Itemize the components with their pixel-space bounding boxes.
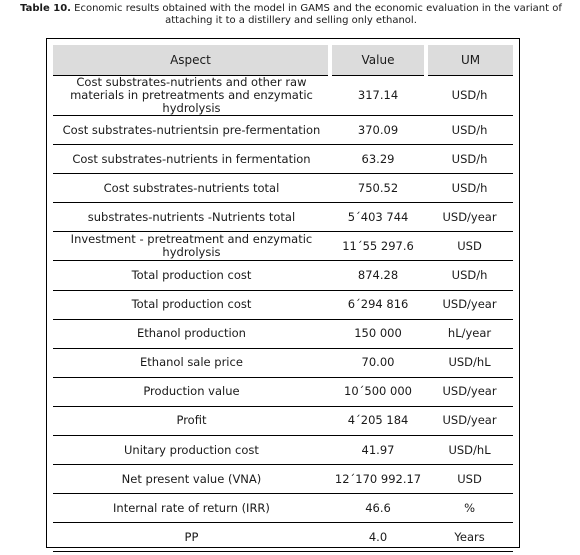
cell-um: USD/h xyxy=(426,76,513,116)
table-body xyxy=(53,76,513,552)
cell-aspect: Cost substrates-nutrients total xyxy=(53,174,330,203)
cell-um: USD/year xyxy=(426,377,513,406)
table-row xyxy=(53,465,513,494)
cell-um: % xyxy=(426,494,513,523)
cell-aspect: Ethanol production xyxy=(53,319,330,348)
cell-value: 6´294 816 xyxy=(330,290,426,319)
table-row xyxy=(53,348,513,377)
cell-aspect: PP xyxy=(53,523,330,552)
cell-aspect: substrates-nutrients -Nutrients total xyxy=(53,203,330,232)
cell-value: 4.0 xyxy=(330,523,426,552)
cell-um: USD/year xyxy=(426,203,513,232)
cell-um: Years xyxy=(426,523,513,552)
cell-aspect: Cost substrates-nutrients in fermentation xyxy=(53,145,330,174)
cell-value: 10´500 000 xyxy=(330,377,426,406)
cell-aspect: Ethanol sale price xyxy=(53,348,330,377)
cell-aspect: Unitary production cost xyxy=(53,436,330,465)
header-aspect: Aspect xyxy=(53,45,330,76)
cell-um: USD/h xyxy=(426,261,513,290)
table-row xyxy=(53,145,513,174)
cell-value: 874.28 xyxy=(330,261,426,290)
cell-value: 11´55 297.6 xyxy=(330,232,426,261)
table-row xyxy=(53,436,513,465)
cell-um: USD/h xyxy=(426,174,513,203)
cell-aspect: Profit xyxy=(53,406,330,435)
table-row xyxy=(53,261,513,290)
cell-value: 63.29 xyxy=(330,145,426,174)
cell-aspect: Production value xyxy=(53,377,330,406)
header-row xyxy=(53,45,513,76)
cell-um: USD/year xyxy=(426,406,513,435)
table-row xyxy=(53,319,513,348)
header-value: Value xyxy=(330,45,426,76)
table-row xyxy=(53,232,513,261)
caption-text: Economic results obtained with the model in GAMS and the economic evaluation in the variant of attaching it to a distillery and selling only ethanol. xyxy=(70,3,562,26)
table-row xyxy=(53,116,513,145)
cell-value: 317.14 xyxy=(330,76,426,116)
cell-um: USD/h xyxy=(426,145,513,174)
cell-value: 370.09 xyxy=(330,116,426,145)
cell-um: hL/year xyxy=(426,319,513,348)
table-row xyxy=(53,290,513,319)
table-row xyxy=(53,523,513,552)
header-um: UM xyxy=(426,45,513,76)
cell-value: 70.00 xyxy=(330,348,426,377)
cell-um: USD xyxy=(426,465,513,494)
economic-results-table xyxy=(53,45,513,552)
table-row xyxy=(53,203,513,232)
table-row xyxy=(53,377,513,406)
table-row xyxy=(53,406,513,435)
table-row xyxy=(53,174,513,203)
table-row xyxy=(53,494,513,523)
cell-aspect: Total production cost xyxy=(53,261,330,290)
cell-aspect: Total production cost xyxy=(53,290,330,319)
cell-aspect: Internal rate of return (IRR) xyxy=(53,494,330,523)
cell-um: USD/hL xyxy=(426,348,513,377)
cell-value: 150 000 xyxy=(330,319,426,348)
cell-um: USD/year xyxy=(426,290,513,319)
cell-aspect: Cost substrates-nutrients and other raw materials in pretreatments and enzymatic hydrolysis xyxy=(53,76,330,116)
caption-label: Table 10. xyxy=(20,3,71,14)
cell-um: USD/h xyxy=(426,116,513,145)
cell-value: 41.97 xyxy=(330,436,426,465)
cell-value: 5´403 744 xyxy=(330,203,426,232)
cell-um: USD xyxy=(426,232,513,261)
cell-value: 46.6 xyxy=(330,494,426,523)
cell-aspect: Net present value (VNA) xyxy=(53,465,330,494)
cell-um: USD/hL xyxy=(426,436,513,465)
cell-value: 12´170 992.17 xyxy=(330,465,426,494)
cell-aspect: Cost substrates-nutrientsin pre-fermentation xyxy=(53,116,330,145)
cell-value: 750.52 xyxy=(330,174,426,203)
table-row xyxy=(53,76,513,116)
cell-aspect: Investment - pretreatment and enzymatic hydrolysis xyxy=(53,232,330,261)
table-caption xyxy=(6,3,576,27)
cell-value: 4´205 184 xyxy=(330,406,426,435)
